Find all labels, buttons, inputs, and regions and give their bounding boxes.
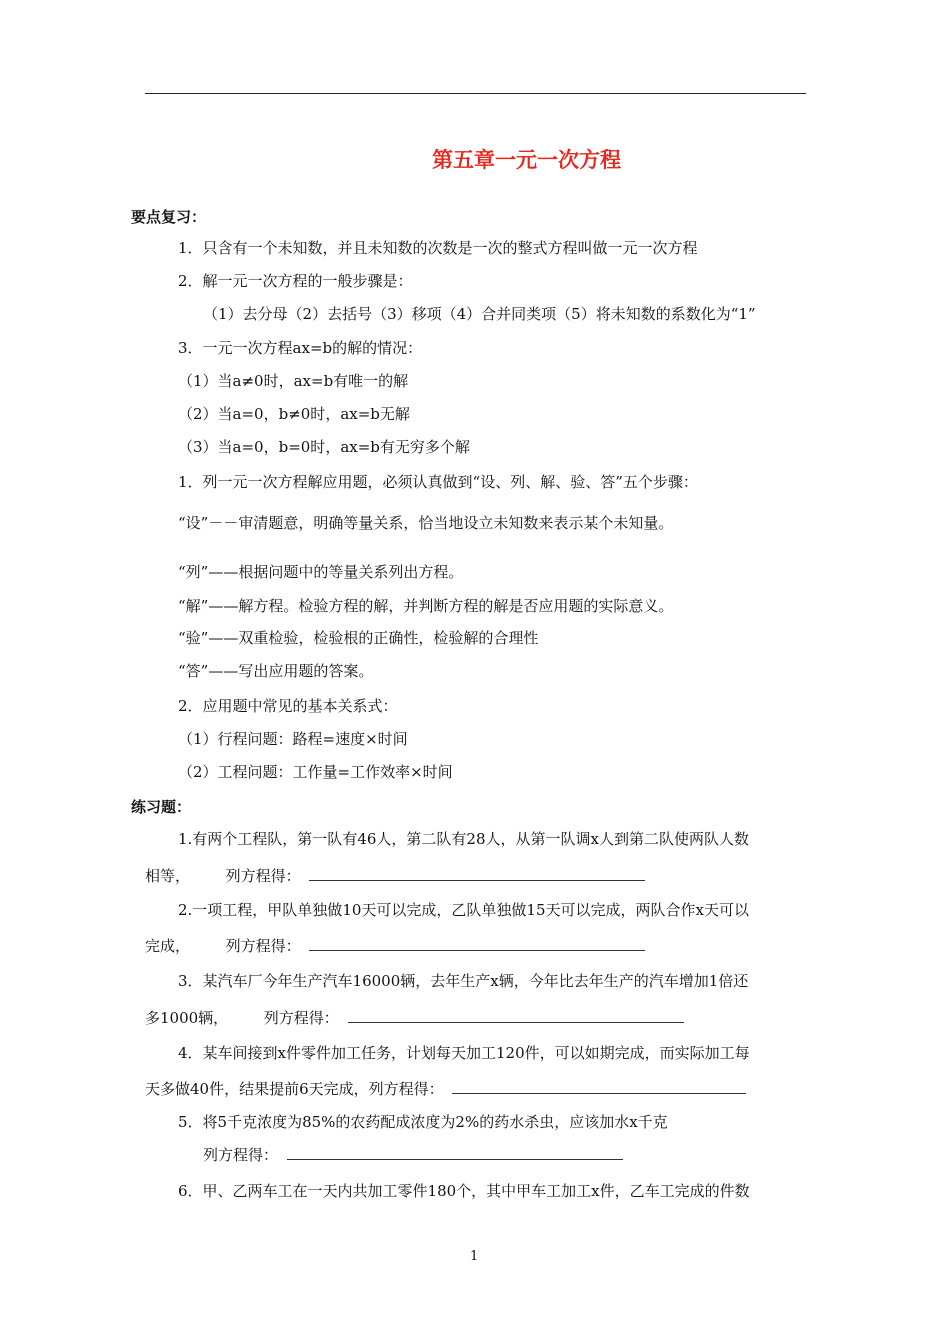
answer-blank-2[interactable]	[309, 936, 645, 951]
header-rule	[145, 93, 806, 94]
question-1-text-cont: 相等，	[145, 867, 191, 885]
page-number: 1	[470, 1249, 479, 1264]
equation-label: 列方程得：	[203, 1146, 279, 1164]
review-line-3: （1）去分母（2）去括号（3）移项（4）合并同类项（5）将未知数的系数化为“1”	[203, 305, 756, 323]
review-line-15: （1）行程问题：路程=速度×时间	[178, 730, 408, 748]
answer-blank-5[interactable]	[287, 1145, 623, 1160]
answer-blank-3[interactable]	[348, 1008, 684, 1023]
review-line-8: 1．列一元一次方程解应用题，必须认真做到“设、列、解、验、答”五个步骤：	[178, 473, 698, 491]
question-1-text: 1.有两个工程队，第一队有46人，第二队有28人，从第一队调x人到第二队使两队人数	[178, 830, 749, 848]
question-6-text: 6．甲、乙两车工在一天内共加工零件180个，其中甲车工加工x件，乙车工完成的件数	[178, 1182, 750, 1200]
review-line-5: （1）当a≠0时，ax=b有唯一的解	[178, 372, 409, 390]
question-4-answer-row	[145, 1079, 746, 1099]
equation-label: 列方程得：	[225, 937, 301, 955]
review-heading: 要点复习：	[131, 208, 207, 226]
review-line-11: “解”——解方程。检验方程的解，并判断方程的解是否应用题的实际意义。	[178, 597, 674, 615]
question-2-answer-row	[145, 936, 645, 956]
exercises-heading: 练习题：	[131, 798, 192, 816]
review-line-4: 3．一元一次方程ax=b的解的情况：	[178, 339, 423, 357]
page-title: 第五章一元一次方程	[432, 148, 621, 172]
question-3-text-cont: 多1000辆，	[145, 1009, 229, 1027]
review-line-7: （3）当a=0，b=0时，ax=b有无穷多个解	[178, 438, 470, 456]
question-2-text: 2.一项工程，甲队单独做10天可以完成，乙队单独做15天可以完成，两队合作x天可以	[178, 901, 749, 919]
question-4-text: 4．某车间接到x件零件加工任务，计划每天加工120件，可以如期完成，而实际加工每	[178, 1044, 750, 1062]
question-1-answer-row	[145, 866, 645, 886]
review-line-1: 1．只含有一个未知数，并且未知数的次数是一次的整式方程叫做一元一次方程	[178, 239, 698, 257]
question-3-text: 3．某汽车厂今年生产汽车16000辆，去年生产x辆，今年比去年生产的汽车增加1倍还	[178, 972, 749, 990]
question-4-text-cont: 天多做40件，结果提前6天完成，列方程得：	[145, 1080, 444, 1098]
question-5-answer-row	[203, 1145, 623, 1165]
review-line-6: （2）当a=0，b≠0时，ax=b无解	[178, 405, 410, 423]
review-line-10: “列”——根据问题中的等量关系列出方程。	[178, 563, 464, 581]
question-2-text-cont: 完成，	[145, 937, 191, 955]
answer-blank-4[interactable]	[452, 1079, 746, 1094]
question-5-text: 5．将5千克浓度为85%的农药配成浓度为2%的药水杀虫，应该加水x千克	[178, 1113, 668, 1131]
review-line-9: “设”－－审清题意，明确等量关系，恰当地设立未知数来表示某个未知量。	[178, 514, 674, 532]
answer-blank-1[interactable]	[309, 866, 645, 881]
question-3-answer-row	[145, 1008, 684, 1028]
review-line-16: （2）工程问题：工作量=工作效率×时间	[178, 763, 453, 781]
review-line-13: “答”——写出应用题的答案。	[178, 662, 374, 680]
equation-label: 列方程得：	[225, 867, 301, 885]
review-line-2: 2．解一元一次方程的一般步骤是：	[178, 272, 413, 290]
review-line-14: 2．应用题中常见的基本关系式：	[178, 697, 398, 715]
equation-label: 列方程得：	[263, 1009, 339, 1027]
review-line-12: “验”——双重检验，检验根的正确性，检验解的合理性	[178, 629, 539, 647]
